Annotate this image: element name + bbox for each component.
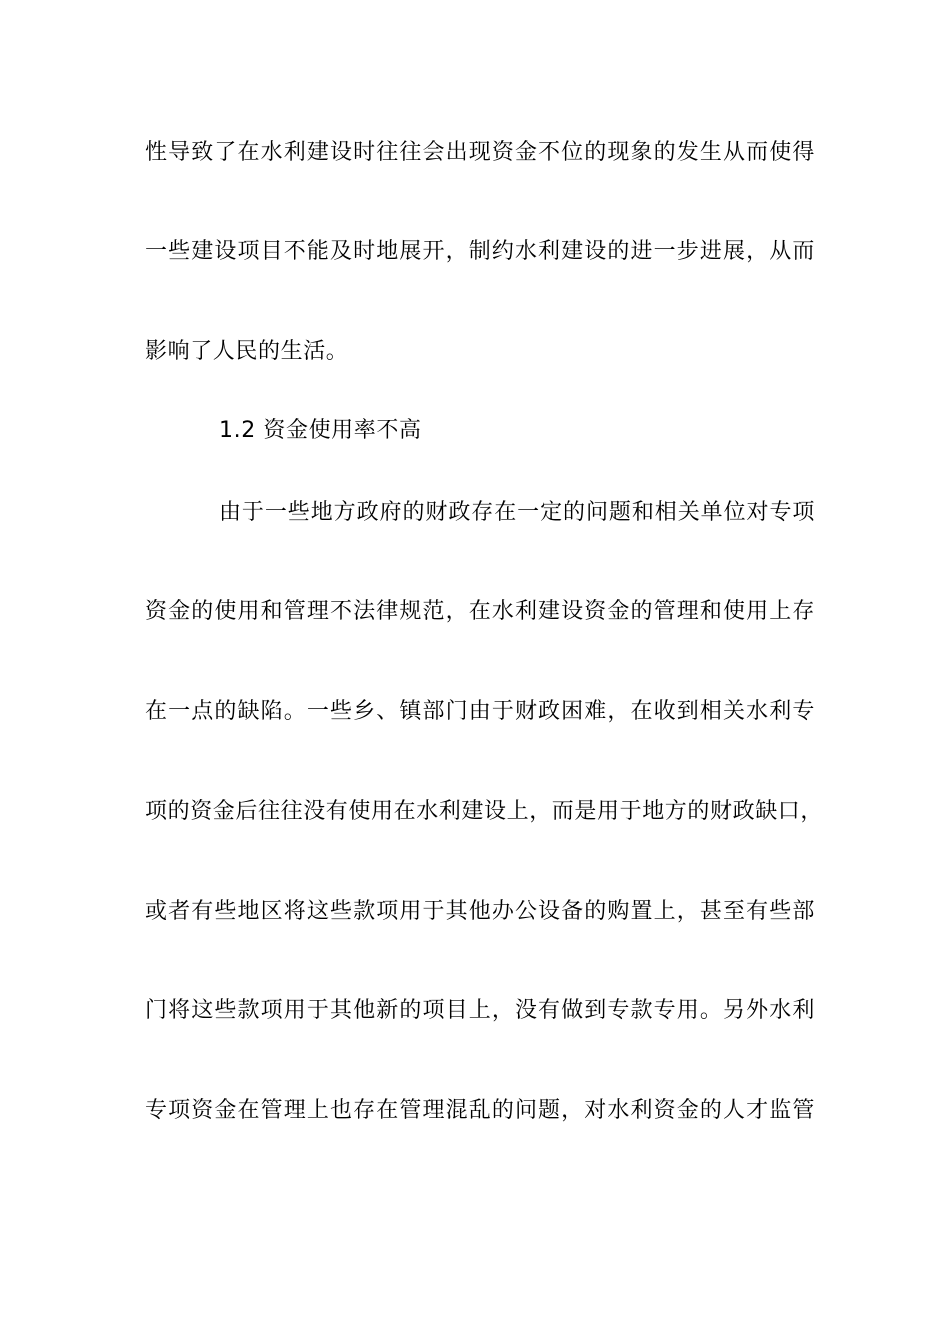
- paragraph-line: 或者有些地区将这些款项用于其他办公设备的购置上，甚至有些部: [145, 899, 815, 924]
- paragraph-line: 项的资金后往往没有使用在水利建设上，而是用于地方的财政缺口，: [145, 799, 824, 824]
- paragraph-line: 性导致了在水利建设时往往会出现资金不位的现象的发生从而使得: [145, 140, 815, 165]
- paragraph-line: 资金的使用和管理不法律规范，在水利建设资金的管理和使用上存: [145, 599, 815, 624]
- paragraph-line: 门将这些款项用于其他新的项目上，没有做到专款专用。另外水利: [145, 998, 815, 1023]
- section-heading: 1.2 资金使用率不高: [219, 418, 422, 443]
- paragraph-line: 在一点的缺陷。一些乡、镇部门由于财政困难，在收到相关水利专: [145, 699, 815, 724]
- paragraph-line: 影响了人民的生活。: [145, 339, 349, 364]
- paragraph-line: 一些建设项目不能及时地展开，制约水利建设的进一步进展，从而: [145, 239, 815, 264]
- paragraph-line: 专项资金在管理上也存在管理混乱的问题，对水利资金的人才监管: [145, 1098, 815, 1123]
- paragraph-line: 由于一些地方政府的财政存在一定的问题和相关单位对专项: [219, 500, 815, 525]
